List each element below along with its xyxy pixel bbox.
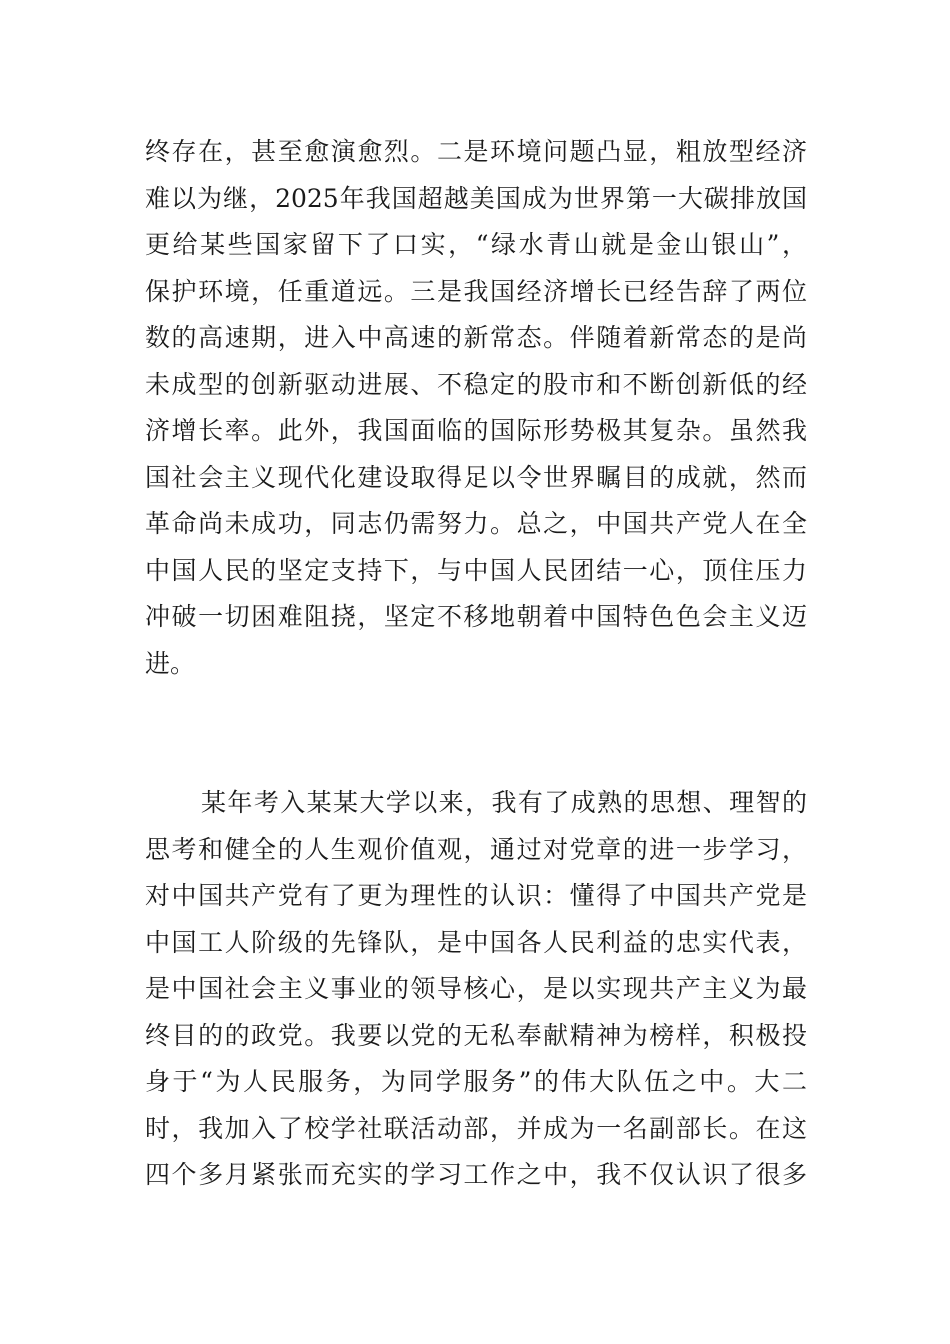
text-line: 未成型的创新驱动进展、不稳定的股市和不断创新低的经 [145, 369, 807, 399]
text-line: 身于“为人民服务，为同学服务”的伟大队伍之中。大二 [145, 1067, 807, 1096]
paragraph-1 [145, 129, 807, 687]
text-line: 革命尚未成功，同志仍需努力。总之，中国共产党人在全 [145, 509, 807, 538]
text-line: 数的高速期，进入中高速的新常态。伴随着新常态的是尚 [145, 323, 807, 352]
text-line: 终存在，甚至愈演愈烈。二是环境问题凸显，粗放型经济 [145, 137, 807, 166]
text-line: 是中国社会主义事业的领导核心，是以实现共产主义为最 [145, 974, 807, 1003]
text-line: 对中国共产党有了更为理性的认识：懂得了中国共产党是 [145, 881, 807, 910]
text-line: 更给某些国家留下了口实，“绿水青山就是金山银山”， [145, 230, 807, 259]
text-line: 四个多月紧张而充实的学习工作之中，我不仅认识了很多 [145, 1160, 807, 1189]
text-line: 济增长率。此外，我国面临的国际形势极其复杂。虽然我 [145, 416, 807, 445]
text-line: 思考和健全的人生观价值观，通过对党章的进一步学习， [145, 834, 807, 864]
text-line: 冲破一切困难阻挠，坚定不移地朝着中国特色色会主义迈 [145, 602, 807, 631]
text-line: 某年考入某某大学以来，我有了成熟的思想、理智的 [201, 788, 807, 817]
paragraph-2 [145, 780, 807, 1199]
text-line: 中国工人阶级的先锋队，是中国各人民利益的忠实代表， [145, 927, 807, 957]
text-line: 难以为继，2025年我国超越美国成为世界第一大碳排放国 [145, 183, 807, 213]
text-line: 时，我加入了校学社联活动部，并成为一名副部长。在这 [145, 1113, 807, 1143]
text-line: 保护环境，任重道远。三是我国经济增长已经告辞了两位 [145, 276, 807, 306]
text-line: 中国人民的坚定支持下，与中国人民团结一心，顶住压力 [145, 555, 807, 585]
text-line: 国社会主义现代化建设取得足以令世界瞩目的成就，然而 [145, 462, 807, 492]
text-line: 进。 [145, 648, 196, 678]
text-line: 终目的的政党。我要以党的无私奉献精神为榜样，积极投 [145, 1020, 807, 1050]
